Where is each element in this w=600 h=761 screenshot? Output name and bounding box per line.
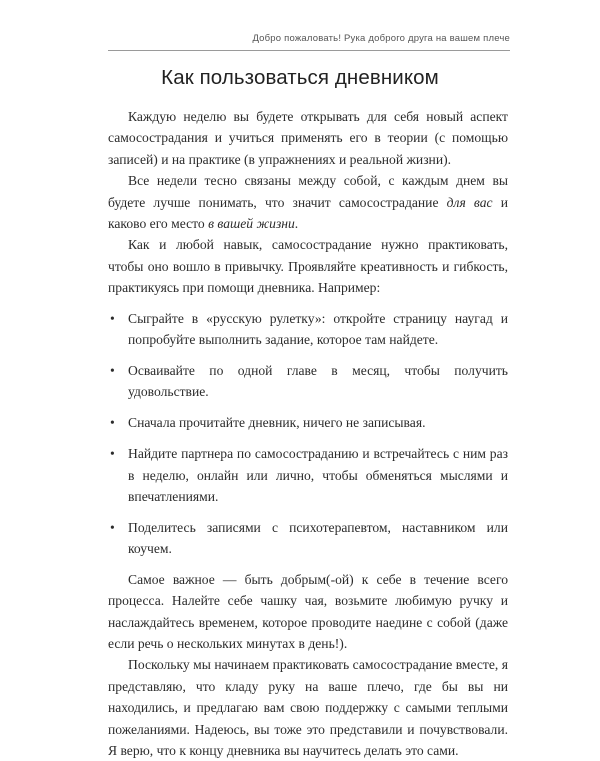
body-text [108, 106, 508, 761]
list-item-text: Осваивайте по одной главе в месяц, чтобы получить удовольствие. [128, 362, 508, 400]
list-item [108, 443, 508, 507]
paragraph-weekly-aspect: Каждую неделю вы будете открывать для себя новый аспект самосострадания и учиться применять его в теории (с помощью записей) и на практике (в упражнениях и реальной жизни). [108, 109, 508, 167]
paragraph-weeks-connected [108, 170, 508, 234]
list-item-text: Сначала прочитайте дневник, ничего не записывая. [128, 415, 426, 431]
list-item [108, 360, 508, 403]
paragraph-practice-skill: Как и любой навык, самосострадание нужно практиковать, чтобы оно вошло в привычку. Проявляйте креативность и гибкость, практикуясь при помощи дневника. Например: [108, 237, 508, 296]
emphasis-for-you: для вас [446, 194, 493, 210]
usage-suggestions-list [108, 308, 508, 560]
list-item-text: Сыграйте в «русскую рулетку»: откройте страницу наугад и попробуйте выполнить задание, которое там найдете. [128, 310, 508, 348]
bullet-marker: • [110, 519, 115, 535]
bullet-marker: • [110, 310, 115, 326]
header-rule [108, 50, 510, 51]
bullet-marker: • [110, 446, 115, 462]
running-header: Добро пожаловать! Рука доброго друга на вашем плече [252, 33, 510, 44]
bullet-marker: • [110, 362, 115, 378]
list-item [108, 412, 508, 433]
paragraph-hand-on-shoulder: Поскольку мы начинаем практиковать самосострадание вместе, я представляю, что кладу руку на ваше плечо, где бы вы ни находились, и предлагаю вам свою поддержку с самыми теплыми пожеланиями. Надеюсь, вы тоже это представили и почувствовали. Я верю, что к концу дневника вы научитесь делать это сами. [108, 657, 508, 758]
chapter-title: Как пользоваться дневником [161, 66, 439, 89]
paragraph-weeks-text-start: Все недели тесно связаны между собой, с каждым днем вы будете лучше понимать, что значит самосострадание [108, 173, 508, 210]
list-item-text: Найдите партнера по самосостраданию и встречайтесь с ним раз в неделю, онлайн или лично, чтобы обменяться мыслями и впечатлениями. [128, 446, 508, 504]
bullet-marker: • [110, 415, 115, 431]
paragraph-weeks-text-mid: и каково его место [108, 194, 508, 232]
paragraph-be-kind: Самое важное — быть добрым(-ой) к себе в течение всего процесса. Налейте себе чашку чая, возьмите любимую ручку и наслаждайтесь временем, которое проводите наедине с собой (даже если речь о нескольких минутах в день!). [108, 571, 508, 651]
list-item [108, 517, 508, 560]
emphasis-in-your-life: в вашей жизни [208, 216, 295, 232]
list-item [108, 308, 508, 351]
paragraph-weeks-text-end: . [294, 216, 299, 232]
list-item-text: Поделитесь записями с психотерапевтом, наставником или коучем. [128, 519, 508, 557]
